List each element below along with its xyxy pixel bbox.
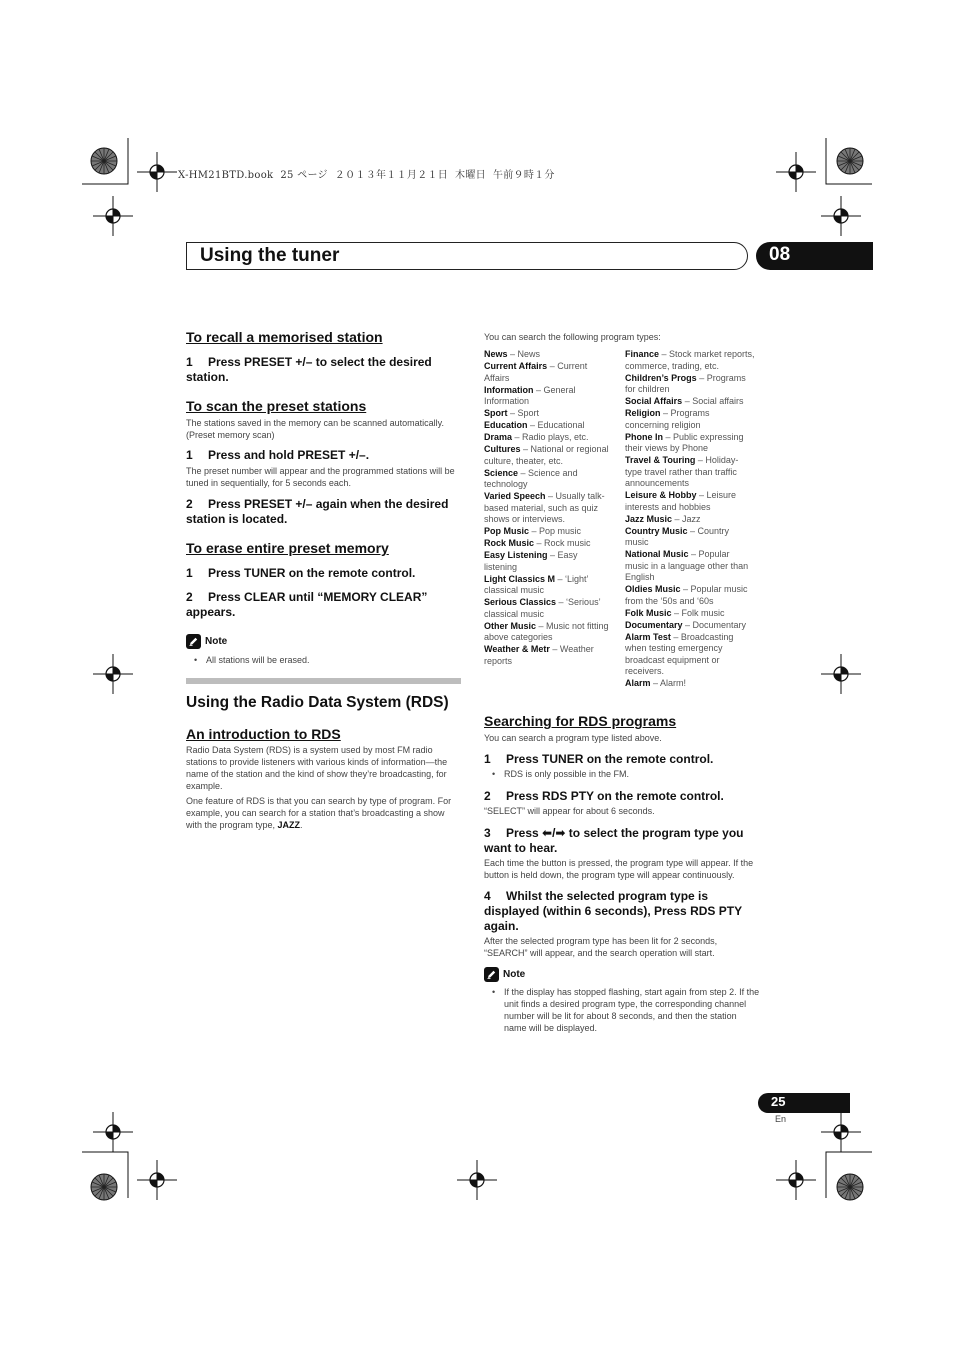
chapter-number: 08 [769,244,791,265]
note-bullet: • All stations will be erased. [186,654,461,666]
program-type-desc: – Popular music in a language other than English [625,549,749,582]
scan-step-1 [186,448,461,463]
step-number: 2 [186,590,193,604]
note-header [484,967,760,982]
program-type-name: Alarm [625,678,651,688]
note-label: Note [503,969,526,980]
step-text: Press TUNER on the remote control. [506,752,714,766]
page-number-badge [758,1093,850,1113]
program-type-item [625,678,755,690]
program-type-desc: – National or regional culture, theater, etc. [484,444,609,466]
program-type-name: Cultures [484,444,521,454]
program-type-name: Alarm Test [625,631,671,642]
program-type-name: Oldies Music [625,584,681,594]
search-step-3 [484,826,760,856]
rds-para-2 [186,795,461,831]
program-type-desc: – Music not fitting above categories [484,620,609,642]
recall-heading: To recall a memorised station [186,329,383,345]
search-step-3-body: Each time the button is pressed, the program type will appear. If the button is held down, the program type will appear continuously. [484,858,754,880]
step-text: Press PRESET +/– again when the desired station is located. [186,497,449,526]
step-number: 1 [484,752,491,766]
program-type-item [625,432,755,455]
program-types-column-2 [625,349,755,690]
program-type-name: Rock Music [484,538,535,548]
program-type-name: News [484,349,508,359]
program-type-item [484,574,612,597]
program-type-name: Social Affairs [625,396,683,406]
scan-step-1-body: The preset number will appear and the programmed stations will be tuned in sequentially, for 5 seconds each. [186,466,455,488]
program-type-item [484,468,612,491]
section-divider [186,678,461,684]
scan-step-2 [186,497,461,527]
note-header [186,634,461,649]
program-type-name: Leisure & Hobby [625,490,697,500]
search-heading: Searching for RDS programs [484,713,677,729]
program-type-item [625,514,755,526]
erase-step-2 [186,590,461,620]
program-type-item [484,361,612,384]
program-type-desc: – Current Affairs [484,361,588,383]
program-type-desc: – ‘Light’ classical music [484,573,589,595]
program-type-name: Other Music [484,620,537,631]
program-type-desc: – Broadcasting when testing emergency broadcast equipment or receivers. [625,631,734,676]
program-type-item [484,538,612,550]
rds-para-1: Radio Data System (RDS) is a system used by most FM radio stations to provide listeners with various kinds of information—the name of the station and the kind of show they’re broadcasting, for example. [186,745,448,791]
program-type-item [625,526,755,549]
step-text: Press TUNER on the remote control. [208,566,416,580]
step-text: Press RDS PTY on the remote control. [506,789,724,803]
program-type-desc: – Folk music [671,607,725,618]
program-type-item [484,550,612,573]
program-type-name: Children’s Progs [625,372,697,383]
program-type-name: Sport [484,408,508,418]
program-type-item [625,349,755,372]
program-type-desc: – Programs for children [625,372,746,394]
step-text: Press ⬅/➡ to select the program type you want to hear. [484,826,744,855]
program-type-desc: – Weather reports [484,644,594,666]
step-number: 2 [484,789,491,803]
search-step-4 [484,889,760,934]
program-type-desc: – Country music [625,525,730,547]
search-step-1 [484,752,760,767]
program-type-desc: – Usually talk-based material, such as quiz shows or interviews. [484,491,605,524]
program-type-item [484,597,612,620]
program-type-item [625,455,755,490]
program-type-item [625,396,755,408]
search-step-4-body: After the selected program type has been lit for 2 seconds, “SEARCH” will appear, and the search operation will start. [484,936,718,958]
program-type-desc: – News [507,349,541,359]
program-type-desc: – Popular music from the ‘50s and ‘60s [625,584,748,606]
program-type-desc: – Pop music [529,526,582,536]
rds-para-2-end: . [300,820,303,830]
note-label: Note [205,636,228,647]
program-type-item [625,490,755,513]
pencil-icon [186,634,201,649]
program-type-name: Current Affairs [484,361,548,371]
program-type-item [484,644,612,667]
program-type-item [625,632,755,678]
program-type-desc: – Programs concerning religion [625,408,710,430]
rds-intro-heading: An introduction to RDS [186,726,341,742]
erase-heading: To erase entire preset memory [186,540,389,556]
program-type-desc: – Public expressing their views by Phone [625,431,744,453]
program-type-item [484,432,612,444]
program-type-desc: – Jazz [672,513,701,524]
program-type-name: Religion [625,408,661,418]
step-text: Whilst the selected program type is displayed (within 6 seconds), Press RDS PTY again. [484,889,742,933]
step-number: 4 [484,889,491,903]
program-type-item [484,420,612,432]
step-text: Press and hold PRESET +/–. [208,448,370,462]
program-type-name: Information [484,384,534,395]
program-type-item [484,621,612,644]
program-type-name: Finance [625,349,660,359]
program-type-item [625,373,755,396]
program-type-desc: – Sport [507,408,540,418]
rds-heading: Using the Radio Data System (RDS) [186,694,449,711]
left-column [186,329,461,831]
step-number: 1 [186,566,193,580]
page-number: 25 [771,1094,786,1109]
program-type-item [484,349,612,361]
note-bullet: • If the display has stopped flashing, start again from step 2. If the unit finds a desired program type, the corresponding channel number will be lit for about 8 seconds, and then the station name will be displayed. [484,986,760,1034]
step-number: 1 [186,448,193,462]
program-type-item [484,385,612,408]
search-step-2-body: “SELECT” will appear for about 6 seconds. [484,806,655,816]
program-type-name: Easy Listening [484,550,548,560]
program-type-desc: – Science and technology [484,467,578,489]
program-type-desc: – Easy listening [484,550,578,572]
program-type-name: Phone In [625,431,663,442]
program-type-item [484,444,612,467]
language-code: En [775,1114,787,1124]
program-type-desc: – Educational [527,420,585,430]
scan-intro: The stations saved in the memory can be scanned automatically. (Preset memory scan) [186,418,444,440]
program-type-desc: – Leisure interests and hobbies [625,490,737,512]
program-type-name: Pop Music [484,526,530,536]
chapter-badge [756,242,873,270]
program-type-name: Serious Classics [484,597,557,607]
search-intro: You can search a program type listed above. [484,733,662,743]
program-type-name: Jazz Music [625,513,673,524]
program-type-item [484,491,612,526]
program-type-name: Travel & Touring [625,455,696,465]
section-title-bar [186,242,748,270]
program-type-name: Folk Music [625,607,672,618]
step-number: 2 [186,497,193,511]
program-type-desc: – Stock market reports, commerce, trading, etc. [625,349,755,371]
program-type-desc: – General Information [484,384,576,406]
program-type-item [484,526,612,538]
rds-para-2-text: One feature of RDS is that you can search by type of program. For example, you can search for a station that’s broadcasting a show with the program type, [186,796,452,830]
program-type-name: Drama [484,432,513,442]
program-type-desc: – Documentary [682,619,747,630]
step-number: 3 [484,826,491,840]
search-step-2 [484,789,760,804]
section-title: Using the tuner [200,245,340,266]
program-type-desc: – Radio plays, etc. [512,432,589,442]
program-type-name: Education [484,420,528,430]
program-type-desc: – ‘Serious’ classical music [484,597,601,619]
program-type-name: Documentary [625,619,683,630]
program-type-desc: – Holiday-type travel rather than traffic announcements [625,455,739,488]
pencil-icon [484,967,499,982]
program-type-name: Science [484,467,519,478]
program-type-name: Light Classics M [484,573,556,584]
scan-heading: To scan the preset stations [186,398,367,414]
file-info-line: X-HM21BTD.book 25 ページ ２０１３年１１月２１日 木曜日 午前９時１分 [178,170,555,181]
recall-step-1 [186,355,461,385]
erase-step-1 [186,566,461,581]
program-types-column-1 [484,349,612,668]
program-type-item [625,408,755,431]
search-step-1-bullet: • RDS is only possible in the FM. [484,768,760,780]
step-text: Press PRESET +/– to select the desired station. [186,355,432,384]
program-type-name: Weather & Metr [484,644,550,654]
step-number: 1 [186,355,193,369]
rds-search-section [484,713,760,1034]
program-type-item [625,584,755,607]
program-type-item [625,608,755,620]
program-types-intro: You can search the following program types: [484,332,661,342]
program-type-item [625,620,755,632]
program-type-name: Varied Speech [484,491,546,501]
step-text: Press CLEAR until “MEMORY CLEAR” appears. [186,590,428,619]
program-type-item [484,408,612,420]
program-type-desc: – Social affairs [682,396,744,406]
program-type-desc: – Alarm! [650,678,687,688]
program-type-name: National Music [625,549,689,559]
program-type-desc: – Rock music [534,538,591,548]
program-type-item [625,549,755,584]
program-type-name: Country Music [625,525,688,536]
jazz-keyword: JAZZ [277,820,301,830]
